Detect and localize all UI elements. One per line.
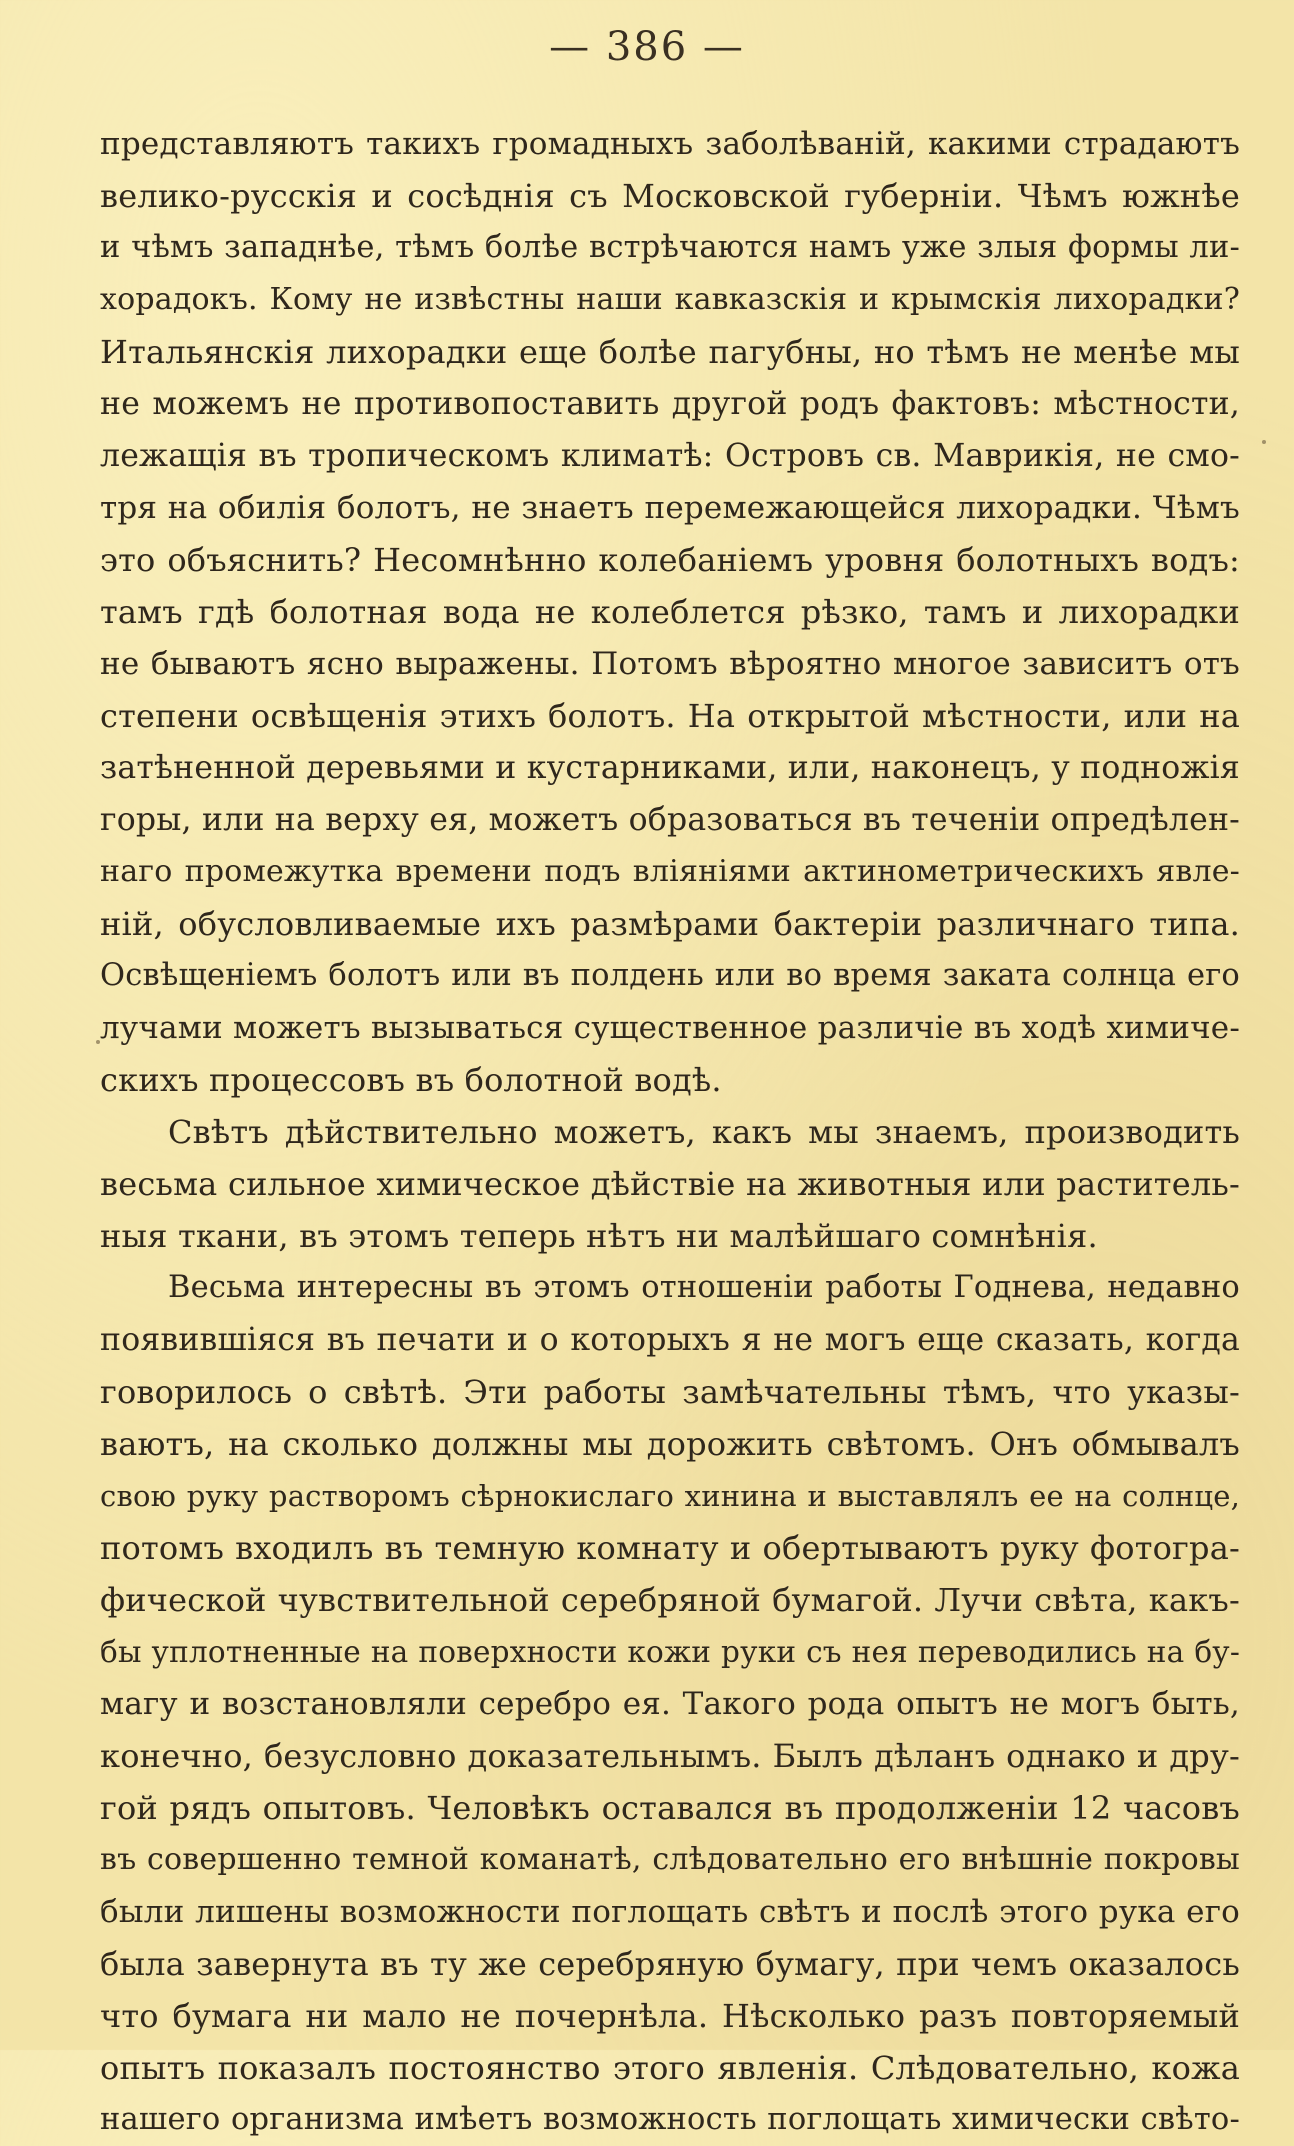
text-line: ныя ткани, въ этомъ теперь нѣтъ ни малѣйшаго сомнѣнія. <box>100 1217 1098 1255</box>
text-line: фической чувствительной серебряной бумагой. Лучи свѣта, какъ- <box>100 1581 1240 1619</box>
text-line: наго промежутка времени подъ вліяніями актинометрическихъ явле- <box>100 854 1240 889</box>
text-line: говорилось о свѣтѣ. Эти работы замѣчательны тѣмъ, что указы- <box>100 1373 1240 1411</box>
text-line: въ совершенно темной команатѣ, слѣдовательно его внѣшніе покровы <box>100 1842 1240 1877</box>
text-line: Весьма интересны въ этомъ отношеніи работы Годнева, недавно <box>168 1270 1240 1305</box>
text-line: конечно, безусловно доказательнымъ. Былъ дѣланъ однако и дру- <box>100 1737 1240 1775</box>
page-number: — 386 — <box>549 24 745 70</box>
text-line: это объяснить? Несомнѣнно колебаніемъ уровня болотныхъ водъ: <box>100 541 1240 579</box>
text-line: что бумага ни мало не почернѣла. Нѣсколько разъ повторяемый <box>100 1997 1240 2035</box>
text-line: скихъ процессовъ въ болотной водѣ. <box>100 1061 722 1099</box>
text-line: бы уплотненные на поверхности кожи руки съ нея переводились на бу- <box>100 1635 1240 1669</box>
text-line: затѣненной деревьями и кустарниками, или, наконецъ, у подножія <box>100 750 1240 786</box>
paper-speck <box>1262 440 1266 444</box>
text-line: ваютъ, на сколько должны мы дорожить свѣтомъ. Онъ обмывалъ <box>100 1425 1240 1463</box>
text-line: Освѣщеніемъ болотъ или въ полдень или во время заката солнца его <box>100 958 1240 993</box>
text-line: Свѣтъ дѣйствительно можетъ, какъ мы знаемъ, производить <box>168 1113 1240 1151</box>
text-line: магу и возстановляли серебро ея. Такого рода опытъ не могъ быть, <box>100 1686 1240 1722</box>
text-line: появившіяся въ печати и о которыхъ я не могъ еще сказать, когда <box>100 1322 1240 1358</box>
text-line: ній, обусловливаемые ихъ размѣрами бактеріи различнаго типа. <box>100 905 1240 943</box>
text-line: и чѣмъ западнѣе, тѣмъ болѣе встрѣчаются намъ уже злыя формы ли- <box>100 230 1240 265</box>
text-line: были лишены возможности поглощать свѣтъ и послѣ этого рука его <box>100 1894 1240 1930</box>
text-line: лучами можетъ вызываться существенное различіе въ ходѣ химиче- <box>100 1010 1240 1046</box>
text-line: опытъ показалъ постоянство этого явленія. Слѣдовательно, кожа <box>100 2049 1240 2087</box>
text-line: тамъ гдѣ болотная вода не колеблется рѣзко, тамъ и лихорадки <box>100 593 1240 631</box>
text-line: свою руку растворомъ сѣрнокислаго хинина и выставлялъ ее на солнце, <box>100 1479 1240 1513</box>
text-line: Итальянскія лихорадки еще болѣе пагубны, но тѣмъ не менѣе мы <box>100 333 1240 371</box>
text-line: потомъ входилъ въ темную комнату и обертываютъ руку фотогра- <box>100 1529 1240 1567</box>
text-line: лежащія въ тропическомъ климатѣ: Островъ св. Маврикія, не смо- <box>100 438 1240 474</box>
text-line: не можемъ не противопоставить другой родъ фактовъ: мѣстности, <box>100 386 1240 422</box>
text-line: хорадокъ. Кому не извѣстны наши кавказскія и крымскія лихорадки? <box>100 282 1240 317</box>
text-line: степени освѣщенія этихъ болотъ. На открытой мѣстности, или на <box>100 697 1240 735</box>
text-line: велико-русскія и сосѣднія съ Московской губерніи. Чѣмъ южнѣе <box>100 177 1240 215</box>
text-line: весьма сильное химическое дѣйствіе на животныя или раститель- <box>100 1165 1240 1203</box>
paper-speck <box>96 1040 100 1044</box>
text-line: нашего организма имѣетъ возможность поглощать химически свѣто- <box>100 2102 1240 2137</box>
text-line: тря на обилія болотъ, не знаетъ перемежающейся лихорадки. Чѣмъ <box>100 490 1240 526</box>
text-line: представляютъ такихъ громадныхъ заболѣваній, какими страдаютъ <box>100 126 1240 162</box>
text-line: горы, или на верху ея, можетъ образоваться въ теченіи опредѣлен- <box>100 802 1240 838</box>
body-text <box>100 118 1240 2146</box>
text-line: была завернута въ ту же серебряную бумагу, при чемъ оказалось <box>100 1945 1240 1983</box>
text-line: не бываютъ ясно выражены. Потомъ вѣроятно многое зависитъ отъ <box>100 646 1240 682</box>
text-line: гой рядъ опытовъ. Человѣкъ оставался въ продолженіи 12 часовъ <box>100 1789 1240 1827</box>
